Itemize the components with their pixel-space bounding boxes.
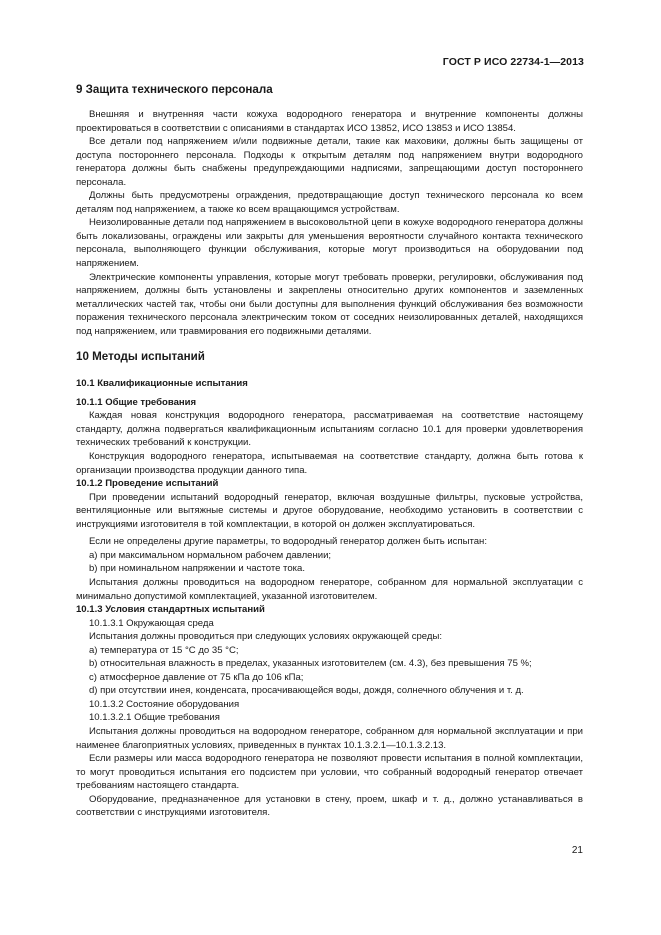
- document-body: [76, 82, 583, 820]
- section-9-title: 9 Защита технического персонала: [76, 83, 273, 96]
- list-item: a) при максимальном нормальном рабочем давлении;: [89, 549, 332, 561]
- page-number: 21: [571, 845, 583, 856]
- list-item: c) атмосферное давление от 75 кПа до 106 кПа;: [89, 671, 304, 683]
- document-header-id: ГОСТ Р ИСО 22734-1—2013: [442, 56, 584, 68]
- paragraph: Конструкция водородного генератора, испытываемая на соответствие стандарту, должна быть готова к организации производства продукции данного типа.: [76, 451, 583, 476]
- list-item: b) относительная влажность в пределах, указанных изготовителем (см. 4.3), без превышения 75 %;: [89, 658, 532, 670]
- subsection-10-1-3-1-title: 10.1.3.1 Окружающая среда: [89, 617, 214, 629]
- section-10-title: 10 Методы испытаний: [76, 350, 205, 364]
- paragraph: Оборудование, предназначенное для установки в стену, проем, шкаф и т. д., должно устанавливаться в соответствии с инструкциями изготовителя.: [76, 793, 583, 819]
- list-item: d) при отсутствии инея, конденсата, просачивающейся воды, дождя, солнечного облучения и т. д.: [89, 685, 524, 697]
- list-item: b) при номинальном напряжении и частоте тока.: [89, 563, 305, 575]
- paragraph: Неизолированные детали под напряжением в высоковольтной цепи в кожухе водородного генератора должны быть локализованы, ограждены или закрыты для уменьшения вероятности случайного контакта технического персонала, выполняющего функции обслуживания, которые могут производиться на оборудовании под напряжением.: [76, 217, 583, 270]
- paragraph: При проведении испытаний водородный генератор, включая воздушные фильтры, пусковые устройства, вентиляционные или вытяжные системы и другое оборудование, необходимо установить в соответствии с инструкциями изготовителя в той комплектации, в которой он должен эксплуатироваться.: [76, 491, 583, 530]
- paragraph: Испытания должны проводиться на водородном генераторе, собранном для нормальной эксплуатации и при наименее благоприятных условиях, приведенных в пунктах 10.1.3.2.1—10.1.3.2.13.: [76, 725, 583, 751]
- subsection-10-1-2-title: 10.1.2 Проведение испытаний: [76, 478, 219, 490]
- subsection-10-1-title: 10.1 Квалификационные испытания: [76, 378, 248, 390]
- paragraph: Испытания должны проводиться при следующих условиях окружающей среды:: [89, 631, 442, 643]
- paragraph: Если размеры или масса водородного генератора не позволяют провести испытания в полной комплектации, то могут проводиться испытания его подсистем при условии, что собранный водородный генератор отвечает требованиям настоящего стандарта.: [76, 753, 583, 792]
- subsection-10-1-3-title: 10.1.3 Условия стандартных испытаний: [76, 604, 265, 616]
- subsection-10-1-1-title: 10.1.1 Общие требования: [76, 396, 197, 408]
- subsection-10-1-3-2-1-title: 10.1.3.2.1 Общие требования: [89, 712, 220, 724]
- paragraph: Все детали под напряжением и/или подвижные детали, такие как маховики, должны быть защищены от доступа постороннего персонала. Подходы к открытым деталям под напряжением внутри водородного генератора должны быть снабжены предупреждающими надписями, запрещающими доступ постороннего персонала.: [76, 136, 583, 188]
- paragraph: Каждая новая конструкция водородного генератора, рассматриваемая на соответствие настоящему стандарту, должна подвергаться квалификационным испытаниям согласно 10.1 для проверки удовлетворения технических требований к конструкции.: [76, 410, 583, 449]
- subsection-10-1-3-2-title: 10.1.3.2 Состояние оборудования: [89, 698, 240, 710]
- paragraph: Испытания должны проводиться на водородном генераторе, собранном для нормальной эксплуатации с минимально допустимой комплектацией, указанной изготовителем.: [76, 576, 583, 602]
- paragraph: Должны быть предусмотрены ограждения, предотвращающие доступ технического персонала ко всем деталям под напряжением, а также ко всем вращающимся устройствам.: [76, 190, 583, 215]
- paragraph: Внешняя и внутренняя части кожуха водородного генератора и внутренние компоненты должны проектироваться в соответствии с описаниями в стандартах ИСО 13852, ИСО 13853 и ИСО 13854.: [76, 109, 583, 134]
- paragraph: Электрические компоненты управления, которые могут требовать проверки, регулировки, обслуживания под напряжением, должны быть установлены и закреплены относительно других компонентов и заземленных металлических частей так, чтобы они были доступны для выполнения функций обслуживания без возможности поражения технического персонала электрическим током от соседних неизолированных деталей, находящихся под напряжением, или травмирования его подвижными деталями.: [76, 271, 583, 337]
- list-item: a) температура от 15 °С до 35 °С;: [89, 644, 239, 656]
- paragraph: Если не определены другие параметры, то водородный генератор должен быть испытан:: [89, 536, 487, 548]
